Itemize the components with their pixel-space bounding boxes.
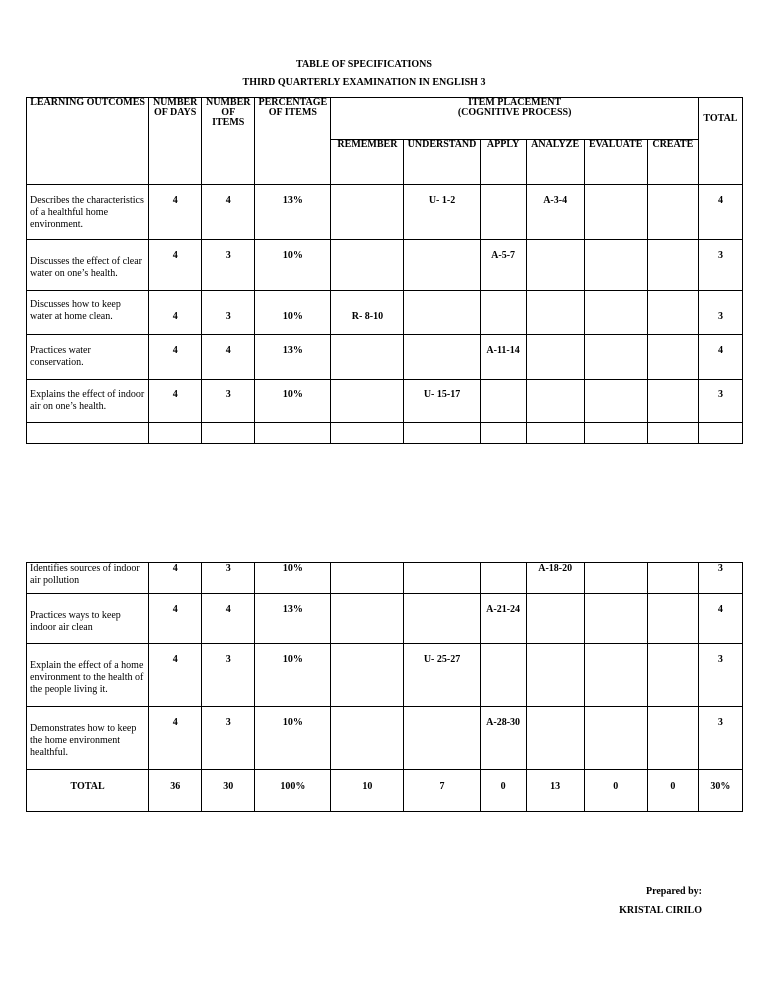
- table-row: [27, 185, 743, 240]
- days-cell: 4: [149, 185, 202, 240]
- totals-understand: 7: [404, 770, 480, 812]
- totals-evaluate: 0: [584, 770, 647, 812]
- header-understand: UNDERSTAND: [404, 140, 480, 185]
- evaluate-cell: [584, 563, 647, 594]
- apply-cell: [480, 185, 526, 240]
- understand-cell: [404, 335, 480, 380]
- create-cell: [647, 707, 698, 770]
- header-item-placement: [331, 98, 699, 140]
- learning-outcome-cell: Identifies sources of indoor air pollution: [27, 563, 149, 594]
- empty-cell: [202, 423, 255, 444]
- learning-outcome-cell: Discusses the effect of clear water on one’s health.: [27, 240, 149, 291]
- items-cell: 4: [202, 335, 255, 380]
- prepared-by-label: Prepared by:: [645, 886, 702, 897]
- totals-days: 36: [149, 770, 202, 812]
- create-cell: [647, 335, 698, 380]
- days-cell: 4: [149, 335, 202, 380]
- learning-outcome-cell: Practices water conservation.: [27, 335, 149, 380]
- header-number-of-days: NUMBER OF DAYS: [149, 98, 202, 185]
- header-create: CREATE: [647, 140, 698, 185]
- create-cell: [647, 594, 698, 644]
- empty-cell: [27, 423, 149, 444]
- remember-cell: [331, 707, 404, 770]
- analyze-cell: A-18-20: [526, 563, 584, 594]
- analyze-cell: [526, 707, 584, 770]
- table-row: [27, 335, 743, 380]
- table-row: [27, 240, 743, 291]
- understand-cell: [404, 240, 480, 291]
- understand-cell: [404, 563, 480, 594]
- create-cell: [647, 644, 698, 707]
- days-cell: 4: [149, 563, 202, 594]
- preparer-name: KRISTAL CIRILO: [619, 905, 702, 916]
- total-cell: 3: [698, 563, 742, 594]
- empty-cell: [331, 423, 404, 444]
- create-cell: [647, 291, 698, 335]
- table-row: [27, 291, 743, 335]
- understand-cell: U- 25-27: [404, 644, 480, 707]
- apply-cell: A-21-24: [480, 594, 526, 644]
- item-placement-line2: (COGNITIVE PROCESS): [457, 107, 572, 118]
- header-number-of-items: NUMBER OF ITEMS: [202, 98, 255, 185]
- header-percentage-of-items: PERCENTAGE OF ITEMS: [255, 98, 331, 185]
- remember-cell: R- 8-10: [331, 291, 404, 335]
- empty-cell: [404, 423, 480, 444]
- totals-apply: 0: [480, 770, 526, 812]
- totals-create: 0: [647, 770, 698, 812]
- remember-cell: [331, 644, 404, 707]
- remember-cell: [331, 335, 404, 380]
- days-cell: 4: [149, 291, 202, 335]
- analyze-cell: [526, 335, 584, 380]
- percent-cell: 10%: [255, 291, 331, 335]
- days-cell: 4: [149, 240, 202, 291]
- understand-cell: U- 15-17: [404, 380, 480, 423]
- analyze-cell: [526, 594, 584, 644]
- analyze-cell: [526, 240, 584, 291]
- evaluate-cell: [584, 380, 647, 423]
- understand-cell: [404, 291, 480, 335]
- remember-cell: [331, 380, 404, 423]
- items-cell: 3: [202, 240, 255, 291]
- evaluate-cell: [584, 707, 647, 770]
- learning-outcome-cell: Explains the effect of indoor air on one’s health.: [27, 380, 149, 423]
- empty-cell: [149, 423, 202, 444]
- empty-cell: [698, 423, 742, 444]
- document-subtitle: THIRD QUARTERLY EXAMINATION IN ENGLISH 3: [242, 77, 486, 88]
- header-learning-outcomes: LEARNING OUTCOMES: [27, 98, 149, 185]
- days-cell: 4: [149, 707, 202, 770]
- evaluate-cell: [584, 644, 647, 707]
- document-title: TABLE OF SPECIFICATIONS: [296, 59, 432, 70]
- percent-cell: 10%: [255, 707, 331, 770]
- total-cell: 4: [698, 594, 742, 644]
- days-cell: 4: [149, 380, 202, 423]
- apply-cell: [480, 563, 526, 594]
- header-total: TOTAL: [698, 98, 742, 185]
- learning-outcome-cell: Explain the effect of a home environment to the health of the people living it.: [27, 644, 149, 707]
- items-cell: 4: [202, 594, 255, 644]
- header-apply: APPLY: [480, 140, 526, 185]
- items-cell: 3: [202, 644, 255, 707]
- evaluate-cell: [584, 240, 647, 291]
- items-cell: 3: [202, 707, 255, 770]
- percent-cell: 13%: [255, 335, 331, 380]
- totals-items: 30: [202, 770, 255, 812]
- empty-cell: [647, 423, 698, 444]
- table-row: [27, 644, 743, 707]
- apply-cell: [480, 380, 526, 423]
- remember-cell: [331, 185, 404, 240]
- header-remember: REMEMBER: [331, 140, 404, 185]
- table-row: [27, 380, 743, 423]
- totals-percent: 100%: [255, 770, 331, 812]
- evaluate-cell: [584, 185, 647, 240]
- understand-cell: [404, 707, 480, 770]
- apply-cell: A-28-30: [480, 707, 526, 770]
- apply-cell: [480, 291, 526, 335]
- create-cell: [647, 185, 698, 240]
- total-cell: 3: [698, 291, 742, 335]
- percent-cell: 10%: [255, 240, 331, 291]
- totals-total: 30%: [698, 770, 742, 812]
- create-cell: [647, 240, 698, 291]
- empty-cell: [255, 423, 331, 444]
- create-cell: [647, 563, 698, 594]
- learning-outcome-cell: Describes the characteristics of a healthful home environment.: [27, 185, 149, 240]
- totals-row: [27, 770, 743, 812]
- remember-cell: [331, 240, 404, 291]
- percent-cell: 13%: [255, 594, 331, 644]
- specification-table-part1: [26, 97, 743, 444]
- totals-remember: 10: [331, 770, 404, 812]
- apply-cell: A-11-14: [480, 335, 526, 380]
- total-cell: 4: [698, 185, 742, 240]
- understand-cell: [404, 594, 480, 644]
- apply-cell: A-5-7: [480, 240, 526, 291]
- totals-analyze: 13: [526, 770, 584, 812]
- totals-label: TOTAL: [27, 770, 149, 812]
- table-row: [27, 594, 743, 644]
- table-row: [27, 707, 743, 770]
- learning-outcome-cell: Practices ways to keep indoor air clean: [27, 594, 149, 644]
- percent-cell: 10%: [255, 563, 331, 594]
- total-cell: 3: [698, 240, 742, 291]
- empty-cell: [480, 423, 526, 444]
- items-cell: 4: [202, 185, 255, 240]
- evaluate-cell: [584, 335, 647, 380]
- remember-cell: [331, 563, 404, 594]
- empty-row: [27, 423, 743, 444]
- days-cell: 4: [149, 594, 202, 644]
- specification-table-part2: [26, 562, 743, 812]
- learning-outcome-cell: Demonstrates how to keep the home environment healthful.: [27, 707, 149, 770]
- items-cell: 3: [202, 291, 255, 335]
- total-cell: 3: [698, 644, 742, 707]
- apply-cell: [480, 644, 526, 707]
- percent-cell: 10%: [255, 380, 331, 423]
- total-cell: 3: [698, 707, 742, 770]
- evaluate-cell: [584, 291, 647, 335]
- header-analyze: ANALYZE: [526, 140, 584, 185]
- create-cell: [647, 380, 698, 423]
- empty-cell: [584, 423, 647, 444]
- learning-outcome-cell: Discusses how to keep water at home clean.: [27, 291, 149, 335]
- total-cell: 3: [698, 380, 742, 423]
- understand-cell: U- 1-2: [404, 185, 480, 240]
- percent-cell: 13%: [255, 185, 331, 240]
- analyze-cell: [526, 291, 584, 335]
- item-placement-line1: ITEM PLACEMENT: [468, 97, 562, 108]
- percent-cell: 10%: [255, 644, 331, 707]
- items-cell: 3: [202, 380, 255, 423]
- evaluate-cell: [584, 594, 647, 644]
- analyze-cell: A-3-4: [526, 185, 584, 240]
- analyze-cell: [526, 380, 584, 423]
- days-cell: 4: [149, 644, 202, 707]
- header-evaluate: EVALUATE: [584, 140, 647, 185]
- empty-cell: [526, 423, 584, 444]
- remember-cell: [331, 594, 404, 644]
- items-cell: 3: [202, 563, 255, 594]
- analyze-cell: [526, 644, 584, 707]
- table-row: [27, 563, 743, 594]
- total-cell: 4: [698, 335, 742, 380]
